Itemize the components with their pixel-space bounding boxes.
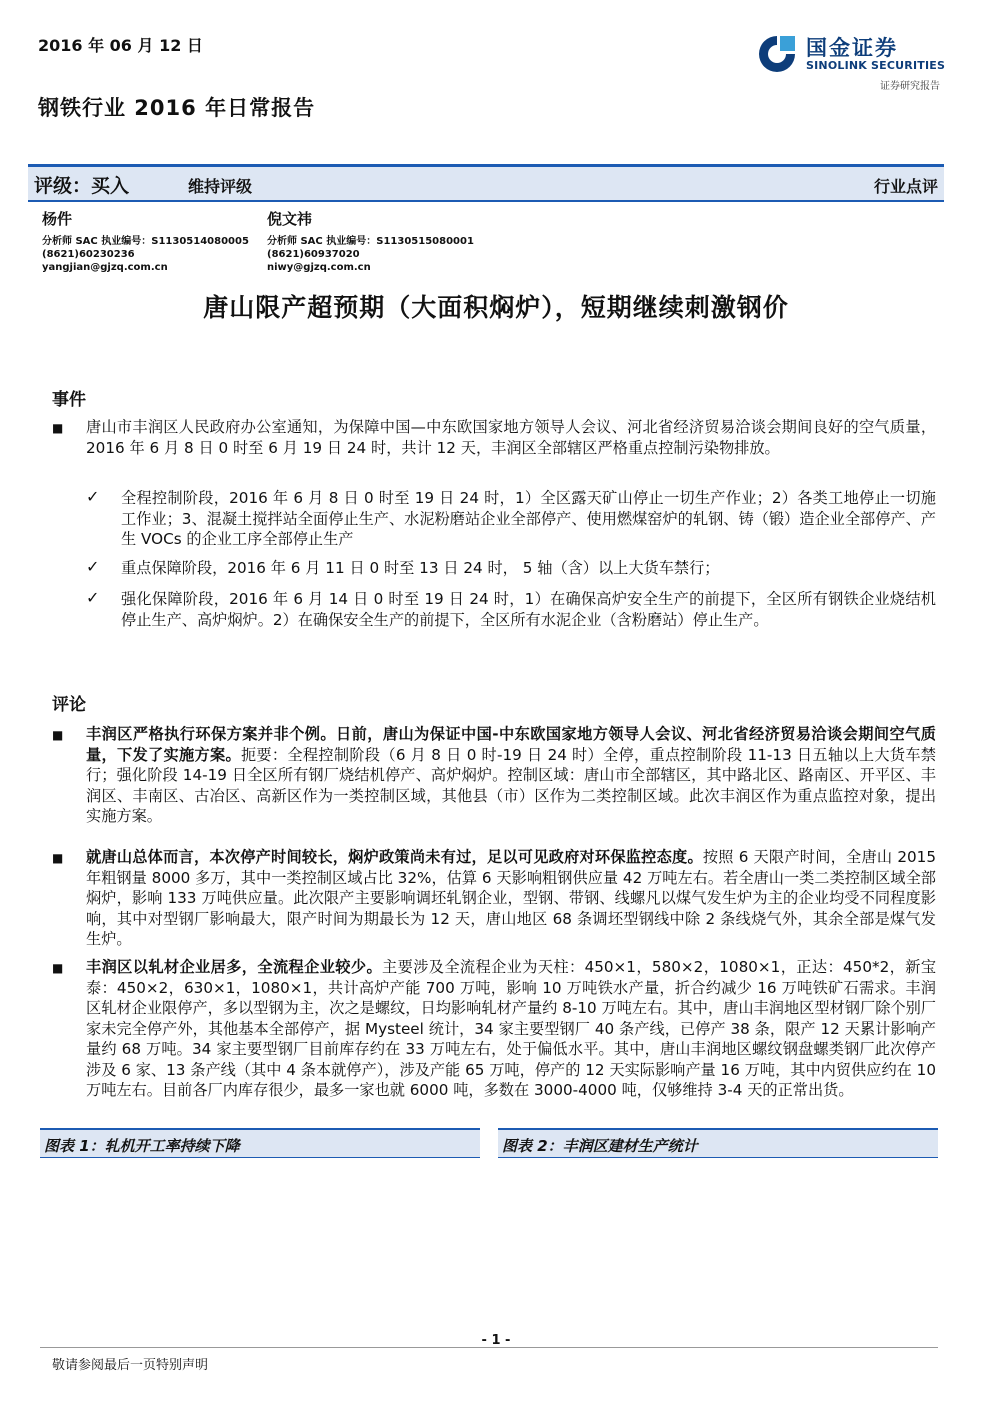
figure-2-header bbox=[498, 1128, 938, 1158]
square-bullet-icon: ■ bbox=[52, 421, 64, 435]
logo-subtitle: 证券研究报告 bbox=[880, 81, 940, 92]
comment-lead: 丰润区以轧材企业居多，全流程企业较少。 bbox=[86, 958, 383, 976]
logo-english-name: SINOLINK SECURITIES bbox=[806, 59, 946, 72]
analyst-cert: 分析师 SAC 执业编号：S1130514080005 bbox=[42, 236, 249, 247]
figure-1-title: 图表 1：轧机开工率持续下降 bbox=[44, 1137, 240, 1155]
rating-bar bbox=[28, 164, 944, 202]
disclaimer-note: 敬请参阅最后一页特别声明 bbox=[52, 1358, 209, 1373]
report-type-label: 行业点评 bbox=[873, 177, 938, 196]
analyst-cert: 分析师 SAC 执业编号：S1130515080001 bbox=[267, 236, 474, 247]
report-date: 2016 年 06 月 12 日 bbox=[38, 36, 203, 55]
event-item: 强化保障阶段，2016 年 6 月 14 日 0 时至 19 日 24 时，1）在确保高炉安全生产的前提下，全区所有钢铁企业烧结机停止生产、高炉焖炉。2）在确保安全生产的前提下，全区所有水泥企业（含粉磨站）停止生产。 bbox=[121, 590, 936, 629]
comment-body: 主要涉及全流程企业为天柱：450×1，580×2，1080×1，正达：450*2，新宝泰：450×2，630×1，1080×1，共计高炉产能 700 万吨，影响 10 万吨铁水产量，折合约减少 16 万吨铁矿石需求。丰润区轧材企业限停产，多以型钢为主，次之是螺纹，日均影响轧材产量约 8-10 万吨左右。其中，唐山丰润地区型材钢厂除个别厂家未完全停产外，其他基本全部停产，据 Mysteel 统计，34 家主要型钢厂 40 条产线，已停产 38 条，限产 12 天累计影响产量约 68 万吨。34 家主要型钢厂目前库存约在 33 万吨左右，处于偏低水平。其中，唐山丰润地区螺纹钢盘螺类钢厂此次停产涉及 6 家、13 条产线（其中 4 条本就停产），涉及产能 65 万吨，停产的 12 天实际影响产量 16 万吨，其中内贸供应约在 10 万吨左右。目前各厂内库存很少，最多一家也就 6000 吨，多数在 3000-4000 吨，仅够维持 3-4 天的正常出货。 bbox=[86, 958, 937, 1099]
event-item: 全程控制阶段，2016 年 6 月 8 日 0 时至 19 日 24 时，1）全区露天矿山停止一切生产作业；2）各类工地停止一切施工作业；3、混凝土搅拌站全面停止生产、水泥粉磨站企业全部停产、使用燃煤窑炉的轧钢、铸（锻）造企业全部停产、产生 VOCs 的企业工序全部停止生产 bbox=[121, 489, 936, 548]
event-item: 重点保障阶段，2016 年 6 月 11 日 0 时至 13 日 24 时， 5 轴（含）以上大货车禁行； bbox=[121, 559, 720, 577]
comment-body: 扼要：全程控制阶段（6 月 8 日 0 时-19 日 24 时）全停，重点控制阶段 11-13 日五轴以上大货车禁行；强化阶段 14-19 日全区所有钢厂烧结机停产、高炉焖炉。控制区域：唐山市全部辖区，其中路北区、路南区、开平区、丰润区、丰南区、古冶区、高新区作为一类控制区域，其他县（市）区作为二类控制区域。此次丰润区作为重点监控对象，提出实施方案。 bbox=[86, 745, 936, 825]
comment-lead: 就唐山总体而言，本次停产时间较长，焖炉政策尚未有过，足以可见政府对环保监控态度。 bbox=[86, 848, 703, 866]
comment-paragraph bbox=[86, 957, 936, 1101]
checkmark-icon: ✓ bbox=[86, 487, 100, 506]
square-bullet-icon: ■ bbox=[52, 728, 64, 742]
analyst-email[interactable]: yangjian@gjzq.com.cn bbox=[42, 262, 168, 273]
comment-paragraph bbox=[86, 847, 936, 950]
event-section-title: 事件 bbox=[52, 390, 86, 410]
footer-divider bbox=[40, 1347, 938, 1348]
analyst-name: 杨件 bbox=[42, 210, 73, 228]
industry-report-title: 钢铁行业 2016 年日常报告 bbox=[38, 96, 316, 120]
checkmark-icon: ✓ bbox=[86, 557, 100, 576]
sinolink-logo-icon bbox=[756, 33, 798, 75]
analyst-card bbox=[267, 208, 474, 274]
logo-chinese-name: 国金证券 bbox=[806, 36, 898, 60]
analyst-phone: (8621)60230236 bbox=[42, 249, 135, 260]
comment-section-title: 评论 bbox=[52, 695, 86, 715]
comment-paragraph bbox=[86, 724, 936, 827]
square-bullet-icon: ■ bbox=[52, 961, 64, 975]
company-logo bbox=[756, 30, 946, 92]
report-headline: 唐山限产超预期（大面积焖炉），短期继续刺激钢价 bbox=[203, 293, 789, 322]
figure-2-title: 图表 2：丰润区建材生产统计 bbox=[502, 1137, 698, 1155]
analyst-card bbox=[42, 208, 249, 274]
rating-label: 评级：买入 bbox=[34, 175, 130, 197]
figure-1-header bbox=[40, 1128, 480, 1158]
analyst-name: 倪文祎 bbox=[267, 210, 313, 228]
page-number: - 1 - bbox=[481, 1333, 511, 1348]
analyst-email[interactable]: niwy@gjzq.com.cn bbox=[267, 262, 371, 273]
event-main-paragraph: 唐山市丰润区人民政府办公室通知，为保障中国—中东欧国家地方领导人会议、河北省经济贸易洽谈会期间良好的空气质量，2016 年 6 月 8 日 0 时至 6 月 19 日 24 时，共计 12 天，丰润区全部辖区严格重点控制污染物排放。 bbox=[86, 418, 936, 457]
maintain-rating-label: 维持评级 bbox=[188, 177, 253, 196]
comment-body: 按照 6 天限产时间，全唐山 2015 年粗钢量 8000 多万，其中一类控制区域占比 32%，估算 6 天影响粗钢供应量 42 万吨左右。若全唐山一类二类控制区域全部焖炉，影响 133 万吨供应量。此次限产主要影响调坯轧钢企业，型钢、带钢、线螺凡以煤气发生炉为主的企业均受不同程度影响，其中对型钢厂影响最大，限产时间为期最长为 12 天，唐山地区 68 条调坯型钢线中除 2 条线烧气外，其余全部是煤气发生炉。 bbox=[86, 848, 937, 948]
comment-lead: 丰润区严格执行环保方案并非个例。日前，唐山为保证中国-中东欧国家地方领导人会议、河北省经济贸易洽谈会期间空气质量，下发了实施方案。 bbox=[86, 725, 936, 764]
square-bullet-icon: ■ bbox=[52, 851, 64, 865]
analyst-phone: (8621)60937020 bbox=[267, 249, 360, 260]
checkmark-icon: ✓ bbox=[86, 588, 100, 607]
